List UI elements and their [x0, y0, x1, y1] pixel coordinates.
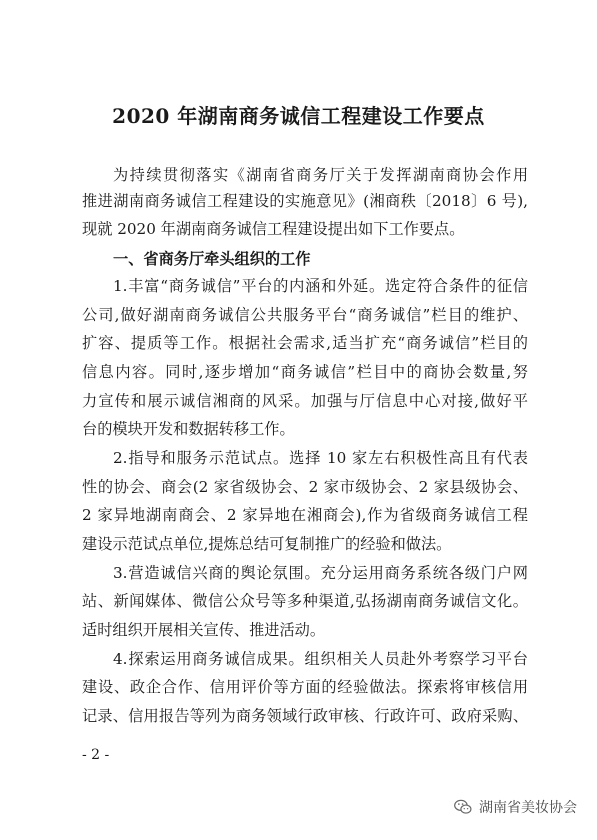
body-line: 现就 2020 年湖南商务诚信工程建设提出如下工作要点。 [82, 220, 465, 238]
body-line: 扩容、提质等工作。根据社会需求,适当扩充“商务诚信”栏目的 [82, 334, 528, 352]
account-watermark [453, 797, 577, 817]
wechat-icon [453, 797, 473, 817]
watermark-text: 湖南省美妆协会 [479, 800, 577, 816]
body-line: 2 家异地湖南商会、2 家异地在湘商会),作为省级商务诚信工程 [82, 506, 528, 524]
body-line: 公司,做好湖南商务诚信公共服务平台“商务诚信”栏目的维护、 [82, 306, 528, 324]
body-line: 台的模块开发和数据转移工作。 [82, 420, 295, 438]
body-line: 推进湖南商务诚信工程建设的实施意见》(湘商秩〔2018〕6 号), [82, 192, 528, 210]
document-title: 2020 年湖南商务诚信工程建设工作要点 [112, 104, 485, 128]
section-heading: 一、省商务厅牵头组织的工作 [113, 250, 311, 268]
body-line: 站、新闻媒体、微信公众号等多种渠道,弘扬湖南商务诚信文化。 [82, 592, 528, 610]
body-line: 1.丰富“商务诚信”平台的内涵和外延。选定符合条件的征信 [113, 277, 528, 295]
page-number: - 2 - [82, 747, 110, 763]
body-line: 建设、政企合作、信用评价等方面的经验做法。探索将审核信用 [82, 678, 528, 696]
body-line: 力宣传和展示诚信湘商的风采。加强与厅信息中心对接,做好平 [82, 392, 528, 410]
body-line: 3.营造诚信兴商的舆论氛围。充分运用商务系统各级门户网 [113, 564, 528, 582]
body-line: 适时组织开展相关宣传、推进活动。 [82, 621, 325, 639]
body-line: 2.指导和服务示范试点。选择 10 家左右积极性高且有代表 [113, 449, 528, 467]
body-line: 4.探索运用商务诚信成果。组织相关人员赴外考察学习平台 [113, 650, 528, 668]
body-line: 为持续贯彻落实《湖南省商务厅关于发挥湖南商协会作用 [113, 166, 528, 184]
body-line: 建设示范试点单位,提炼总结可复制推广的经验和做法。 [82, 535, 452, 553]
body-line: 信息内容。同时,逐步增加“商务诚信”栏目中的商协会数量,努 [82, 363, 528, 381]
body-line: 记录、信用报告等列为商务领域行政审核、行政许可、政府采购、 [82, 707, 528, 725]
body-line: 性的协会、商会(2 家省级协会、2 家市级协会、2 家县级协会、 [82, 478, 528, 496]
